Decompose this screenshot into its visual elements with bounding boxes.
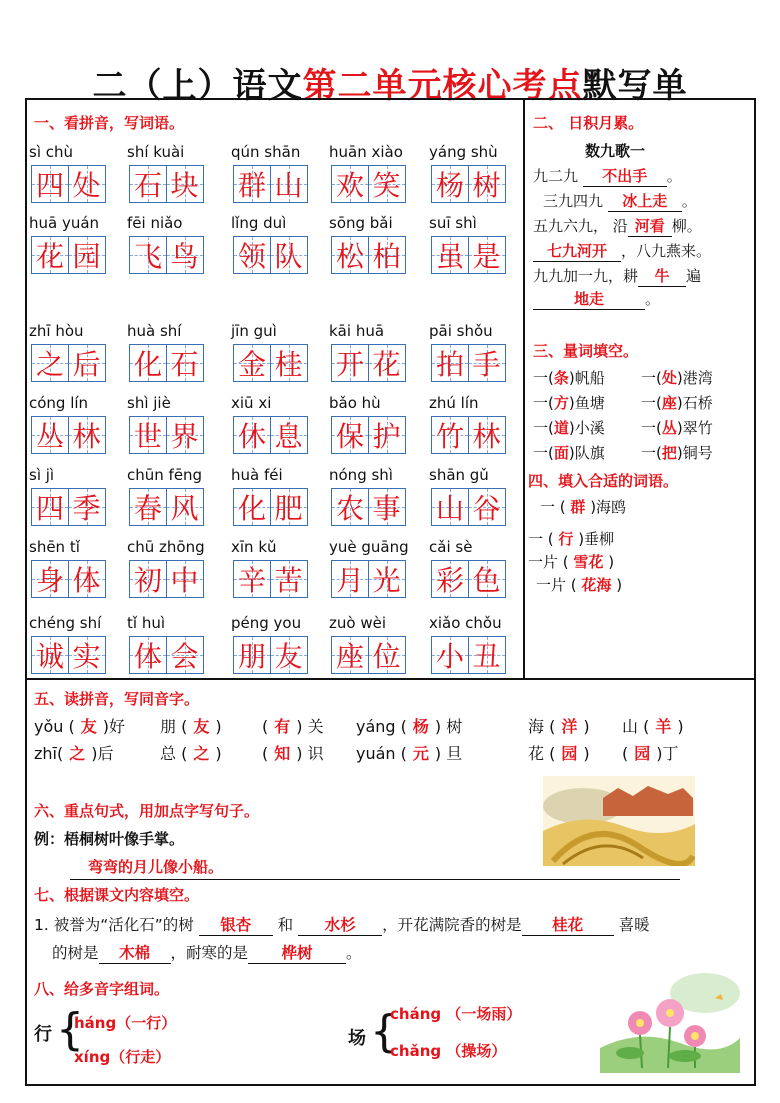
answer-character: 光 — [372, 564, 401, 597]
character-cell — [68, 488, 106, 526]
answer-character: 处 — [72, 169, 101, 202]
poem-line-3: 五九六九， 沿 河看 柳。 — [533, 217, 702, 235]
character-grid — [31, 165, 104, 203]
pinyin-label: xiū xi — [231, 394, 272, 412]
character-grid — [31, 636, 104, 674]
character-grid — [129, 165, 202, 203]
section3-heading: 三、量词填空。 — [533, 342, 639, 360]
answer-character: 身 — [35, 564, 64, 597]
answer-character: 谷 — [472, 492, 501, 525]
answer-character: 位 — [372, 640, 401, 673]
pinyin-label: zhú lín — [429, 394, 479, 412]
answer: 牛 — [638, 265, 686, 287]
measure-word-item: 一(道)小溪 — [533, 419, 605, 437]
character-cell — [233, 560, 271, 598]
pinyin-label: kāi huā — [329, 322, 385, 340]
character-cell — [31, 636, 69, 674]
answer-character: 事 — [372, 492, 401, 525]
answer-character: 石 — [133, 169, 162, 202]
answer-character: 体 — [72, 564, 101, 597]
character-cell — [468, 165, 506, 203]
character-cell — [431, 165, 469, 203]
character-grid — [129, 236, 202, 274]
character-cell — [166, 560, 204, 598]
answer-character: 友 — [274, 640, 303, 673]
section6-heading: 六、重点句式，用加点字写句子。 — [34, 802, 260, 820]
answer-character: 块 — [170, 169, 199, 202]
pinyin-label: shēn tǐ — [29, 538, 80, 556]
answer-character: 诚 — [35, 640, 64, 673]
answer: 桂花 — [522, 913, 614, 936]
section5-heading: 五、读拼音，写同音字。 — [34, 690, 200, 708]
brace: { — [370, 1006, 398, 1057]
answer-character: 四 — [35, 492, 64, 525]
answer-character: 笑 — [372, 169, 401, 202]
answer-character: 山 — [435, 492, 464, 525]
pinyin-label: cóng lín — [29, 394, 89, 412]
measure-word-item: 一(丛)翠竹 — [641, 419, 713, 437]
pinyin-label: sì chù — [29, 143, 74, 161]
character-grid — [129, 344, 202, 382]
section1-heading: 一、看拼音，写词语。 — [34, 114, 185, 132]
homophone-item: ( 园 )丁 — [622, 744, 679, 763]
section2-heading: 二、 日积月累。 — [533, 114, 644, 132]
character-grid — [431, 488, 504, 526]
character-grid — [331, 236, 404, 274]
answer-character: 竹 — [435, 420, 464, 453]
character-cell — [331, 416, 369, 454]
character-cell — [331, 488, 369, 526]
answer-character: 柏 — [372, 240, 401, 273]
character-cell — [233, 488, 271, 526]
homophone-item: yuán ( 元 ) 旦 — [356, 744, 463, 763]
character-cell — [31, 488, 69, 526]
character-cell — [368, 488, 406, 526]
answer-character: 石 — [170, 348, 199, 381]
pinyin-label: pāi shǒu — [429, 322, 493, 340]
character-cell — [233, 344, 271, 382]
character-cell — [431, 416, 469, 454]
answer-character: 园 — [72, 240, 101, 273]
character-cell — [368, 636, 406, 674]
character-cell — [166, 344, 204, 382]
pinyin-label: tǐ huì — [127, 614, 165, 632]
pinyin-label: huà shí — [127, 322, 182, 340]
character-cell — [166, 488, 204, 526]
answer: 木棉 — [99, 941, 171, 964]
character-grid — [129, 488, 202, 526]
character-cell — [68, 165, 106, 203]
homophone-item: 总 ( 之 ) — [160, 744, 222, 763]
character-cell — [468, 636, 506, 674]
fill-item-1: 一 ( 群 )海鸥 — [540, 498, 627, 516]
homophone-item: 朋 ( 友 ) — [160, 717, 222, 736]
polyphone-word-3: cháng （一场雨） — [390, 1005, 522, 1023]
answer: 河看 — [628, 215, 672, 237]
answer-character: 开 — [335, 348, 364, 381]
page-title: 二（上）语文第二单元核心考点默写单 — [92, 66, 688, 106]
character-cell — [68, 416, 106, 454]
fill-item-2: 一 ( 行 )垂柳 — [528, 530, 615, 548]
answer-character: 鸟 — [170, 240, 199, 273]
answer-character: 中 — [170, 564, 199, 597]
character-cell — [270, 560, 308, 598]
character-cell — [270, 344, 308, 382]
character-cell — [233, 236, 271, 274]
answer-character: 拍 — [435, 348, 464, 381]
answer: 七九河开 — [533, 240, 621, 262]
character-grid — [331, 488, 404, 526]
example-sentence: 例：梧桐树叶像手掌。 — [34, 830, 185, 848]
answer-character: 风 — [170, 492, 199, 525]
pinyin-label: bǎo hù — [329, 394, 381, 412]
answer-character: 领 — [237, 240, 266, 273]
answer-character: 座 — [335, 640, 364, 673]
character-grid — [233, 165, 306, 203]
answer-character: 苦 — [274, 564, 303, 597]
character-cell — [31, 344, 69, 382]
character-cell — [468, 560, 506, 598]
character-grid — [31, 236, 104, 274]
answer-character: 肥 — [274, 492, 303, 525]
pinyin-label: chéng shí — [29, 614, 102, 632]
character-cell — [368, 344, 406, 382]
character-cell — [68, 560, 106, 598]
answer-character: 手 — [472, 348, 501, 381]
character-cell — [129, 236, 167, 274]
answer-character: 虽 — [435, 240, 464, 273]
character-cell — [368, 560, 406, 598]
character-cell — [31, 560, 69, 598]
homophone-item: 海 ( 洋 ) — [528, 717, 590, 736]
poem-title: 数九歌一 — [585, 142, 646, 160]
poem-line-4: 七九河开 ，八九燕来。 — [533, 240, 711, 262]
character-cell — [129, 344, 167, 382]
pinyin-label: shān gǔ — [429, 466, 489, 484]
character-cell — [233, 416, 271, 454]
pinyin-label: cǎi sè — [429, 538, 473, 556]
character-grid — [431, 416, 504, 454]
character-cell — [270, 416, 308, 454]
answer: 不出手 — [583, 165, 667, 187]
pinyin-label: chūn fēng — [127, 466, 203, 484]
pinyin-label: qún shān — [231, 143, 301, 161]
homophone-item: 花 ( 园 ) — [528, 744, 590, 763]
character-cell — [431, 560, 469, 598]
character-cell — [331, 636, 369, 674]
answer-character: 世 — [133, 420, 162, 453]
answer-character: 春 — [133, 492, 162, 525]
character-grid — [129, 636, 202, 674]
character-cell — [468, 236, 506, 274]
character-cell — [129, 488, 167, 526]
homophone-item: yǒu ( 友 )好 — [34, 717, 125, 736]
answer: 水杉 — [298, 913, 382, 936]
character-cell — [431, 636, 469, 674]
character-cell — [331, 560, 369, 598]
answer-character: 花 — [35, 240, 64, 273]
character-cell — [270, 488, 308, 526]
answer-character: 林 — [72, 420, 101, 453]
pinyin-label: sì jì — [29, 466, 55, 484]
character-cell — [233, 636, 271, 674]
character-cell — [368, 165, 406, 203]
character-cell — [431, 344, 469, 382]
character-grid — [233, 236, 306, 274]
answer-character: 丛 — [35, 420, 64, 453]
answer-character: 树 — [472, 169, 501, 202]
character-cell — [233, 165, 271, 203]
character-grid — [233, 416, 306, 454]
pinyin-label: sōng bǎi — [329, 214, 393, 232]
character-grid — [331, 560, 404, 598]
poem-line-1: 九二九 不出手 。 — [533, 167, 682, 185]
character-grid — [431, 165, 504, 203]
answer-character: 季 — [72, 492, 101, 525]
character-grid — [431, 344, 504, 382]
answer-character: 后 — [72, 348, 101, 381]
character-grid — [31, 488, 104, 526]
section4-heading: 四、填入合适的词语。 — [528, 472, 679, 490]
answer-character: 四 — [35, 169, 64, 202]
pinyin-label: huān xiào — [329, 143, 403, 161]
measure-word-item: 一(把)铜号 — [641, 444, 713, 462]
character-cell — [270, 636, 308, 674]
character-cell — [331, 344, 369, 382]
polyphone-word-1: háng（一行） — [74, 1014, 177, 1032]
poem-line-6: 地走 。 — [533, 288, 660, 310]
pinyin-label: zhī hòu — [29, 322, 84, 340]
answer-character: 林 — [472, 420, 501, 453]
character-cell — [166, 165, 204, 203]
answer-character: 花 — [372, 348, 401, 381]
character-cell — [129, 165, 167, 203]
character-cell — [31, 236, 69, 274]
polyphone-char-xing: 行 — [34, 1024, 52, 1045]
harvest-illustration — [543, 776, 695, 866]
pinyin-label: nóng shì — [329, 466, 393, 484]
answer-character: 化 — [237, 492, 266, 525]
character-cell — [468, 416, 506, 454]
measure-word-item: 一(方)鱼塘 — [533, 394, 605, 412]
answer: 桦树 — [248, 941, 346, 964]
answer-line — [70, 879, 680, 880]
character-cell — [68, 344, 106, 382]
character-cell — [368, 236, 406, 274]
answer-character: 是 — [472, 240, 501, 273]
polyphone-char-chang: 场 — [348, 1028, 366, 1049]
answer: 地走 — [533, 288, 645, 310]
character-cell — [431, 488, 469, 526]
fill-sentence-2: 的树是 木棉 ，耐寒的是 桦树 。 — [52, 941, 362, 964]
character-grid — [331, 344, 404, 382]
flower-illustration — [600, 968, 740, 1073]
character-grid — [331, 165, 404, 203]
answer-character: 松 — [335, 240, 364, 273]
answer-character: 辛 — [237, 564, 266, 597]
pinyin-label: jīn guì — [231, 322, 277, 340]
character-cell — [31, 416, 69, 454]
pinyin-label: lǐng duì — [231, 214, 287, 232]
pinyin-label: yáng shù — [429, 143, 498, 161]
character-cell — [31, 165, 69, 203]
pinyin-label: xīn kǔ — [231, 538, 277, 556]
character-grid — [233, 488, 306, 526]
pinyin-label: huā yuán — [29, 214, 100, 232]
character-grid — [233, 560, 306, 598]
answer-character: 月 — [335, 564, 364, 597]
character-cell — [166, 416, 204, 454]
pinyin-label: xiǎo chǒu — [429, 614, 502, 632]
answer: 银杏 — [199, 913, 273, 936]
answer-character: 之 — [35, 348, 64, 381]
polyphone-word-4: chǎng （操场） — [390, 1042, 507, 1060]
answer-character: 实 — [72, 640, 101, 673]
character-grid — [431, 560, 504, 598]
answer-character: 丑 — [472, 640, 501, 673]
character-grid — [31, 560, 104, 598]
character-cell — [129, 636, 167, 674]
measure-word-item: 一(处)港湾 — [641, 369, 713, 387]
character-cell — [270, 236, 308, 274]
answer-character: 杨 — [435, 169, 464, 202]
answer-character: 欢 — [335, 169, 364, 202]
character-cell — [368, 416, 406, 454]
answer-character: 金 — [237, 348, 266, 381]
fill-sentence-1: 1. 被誉为“活化石”的树 银杏 和 水杉 ，开花满院香的树是 桂花 喜暖 — [34, 913, 650, 936]
answer-character: 色 — [472, 564, 501, 597]
poem-line-5: 九九加一九，耕 牛 遍 — [533, 267, 702, 285]
answer-character: 休 — [237, 420, 266, 453]
section7-heading: 七、根据课文内容填空。 — [34, 886, 200, 904]
character-cell — [270, 165, 308, 203]
character-cell — [129, 416, 167, 454]
character-cell — [331, 236, 369, 274]
fill-item-3: 一片 ( 雪花 ) — [528, 553, 615, 571]
poem-line-2: 三九四九 冰上走 。 — [543, 192, 697, 210]
character-grid — [233, 636, 306, 674]
sentence-answer: 弯弯的月儿像小船。 — [88, 858, 224, 876]
homophone-item: 山 ( 羊 ) — [622, 717, 684, 736]
brace: { — [56, 1004, 84, 1055]
measure-word-item: 一(条)帆船 — [533, 369, 605, 387]
answer-character: 群 — [237, 169, 266, 202]
pinyin-label: zuò wèi — [329, 614, 386, 632]
character-cell — [166, 236, 204, 274]
pinyin-label: péng you — [231, 614, 302, 632]
answer: 冰上走 — [608, 190, 682, 212]
character-grid — [431, 236, 504, 274]
answer-character: 化 — [133, 348, 162, 381]
answer-character: 体 — [133, 640, 162, 673]
character-cell — [166, 636, 204, 674]
character-cell — [331, 165, 369, 203]
homophone-item: ( 有 ) 关 — [262, 717, 324, 736]
measure-word-item: 一(面)队旗 — [533, 444, 605, 462]
character-grid — [233, 344, 306, 382]
answer-character: 界 — [170, 420, 199, 453]
pinyin-label: yuè guāng — [329, 538, 409, 556]
answer-character: 飞 — [133, 240, 162, 273]
character-cell — [68, 636, 106, 674]
character-grid — [431, 636, 504, 674]
pinyin-label: shì jiè — [127, 394, 171, 412]
character-grid — [31, 416, 104, 454]
answer-character: 息 — [274, 420, 303, 453]
section8-heading: 八、给多音字组词。 — [34, 980, 170, 998]
pinyin-label: shí kuài — [127, 143, 185, 161]
answer-character: 朋 — [237, 640, 266, 673]
homophone-item: ( 知 ) 识 — [262, 744, 324, 763]
polyphone-word-2: xíng（行走） — [74, 1048, 171, 1066]
character-cell — [68, 236, 106, 274]
pinyin-label: chū zhōng — [127, 538, 205, 556]
answer-character: 保 — [335, 420, 364, 453]
character-cell — [129, 560, 167, 598]
answer-character: 会 — [170, 640, 199, 673]
answer-character: 小 — [435, 640, 464, 673]
pinyin-label: suī shì — [429, 214, 477, 232]
character-grid — [31, 344, 104, 382]
character-cell — [468, 488, 506, 526]
pinyin-label: fēi niǎo — [127, 214, 183, 232]
answer-character: 彩 — [435, 564, 464, 597]
measure-word-item: 一(座)石桥 — [641, 394, 713, 412]
homophone-item: yáng ( 杨 ) 树 — [356, 717, 463, 736]
answer-character: 农 — [335, 492, 364, 525]
answer-character: 桂 — [274, 348, 303, 381]
character-grid — [129, 560, 202, 598]
character-cell — [431, 236, 469, 274]
pinyin-label: huà féi — [231, 466, 283, 484]
character-grid — [331, 636, 404, 674]
character-cell — [468, 344, 506, 382]
answer-character: 队 — [274, 240, 303, 273]
answer-character: 初 — [133, 564, 162, 597]
answer-character: 山 — [274, 169, 303, 202]
answer-character: 护 — [372, 420, 401, 453]
character-grid — [331, 416, 404, 454]
homophone-item: zhī( 之 )后 — [34, 744, 114, 763]
character-grid — [129, 416, 202, 454]
fill-item-4: 一片 ( 花海 ) — [536, 576, 623, 594]
